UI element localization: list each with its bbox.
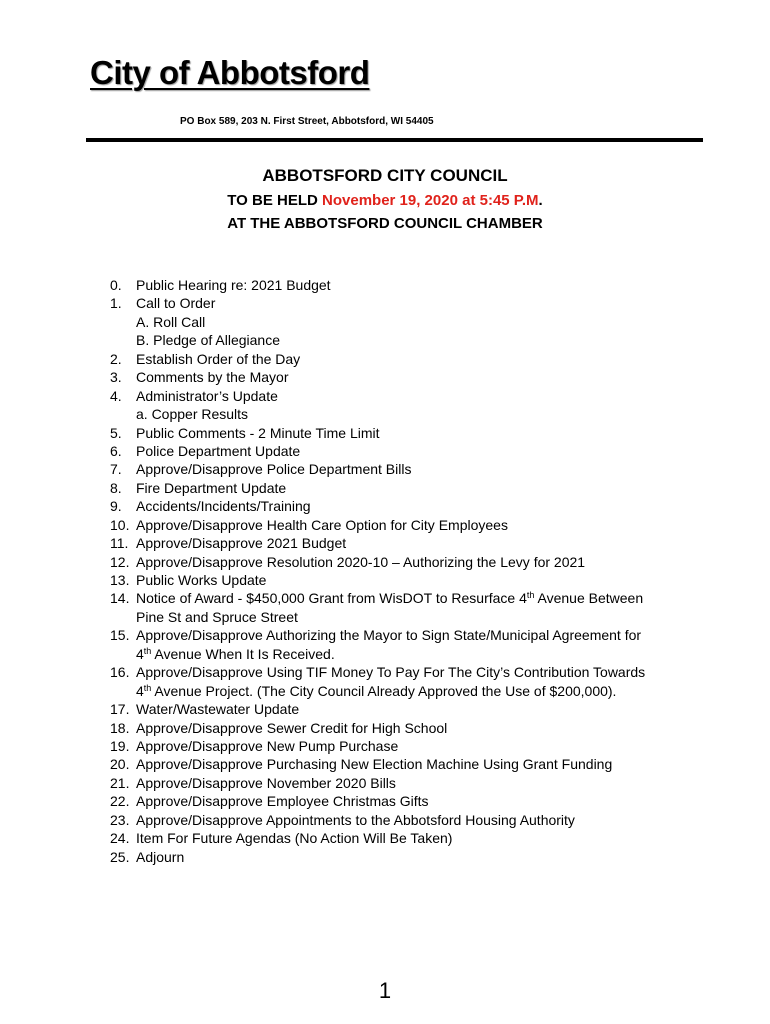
ordinal-suffix: th — [526, 590, 535, 601]
agenda-item-number: 5. — [110, 424, 122, 441]
agenda-item — [110, 792, 710, 810]
agenda-item-number: 20. — [110, 756, 130, 773]
agenda-item-text: Approve/Disapprove Using TIF Money To Pay For The City’s Contribution Towards — [136, 664, 646, 681]
agenda-item-text: Administrator’s Update — [136, 387, 278, 404]
agenda-item — [110, 442, 710, 460]
agenda-subitem-text: B. Pledge of Allegiance — [136, 332, 280, 349]
agenda-item-continuation — [110, 682, 710, 700]
agenda-item-text: Approve/Disapprove Health Care Option for City Employees — [136, 516, 508, 533]
agenda-item-text — [136, 589, 643, 607]
agenda-subitem — [110, 313, 710, 331]
agenda-item — [110, 350, 710, 368]
agenda-item — [110, 534, 710, 552]
agenda-item-text: Approve/Disapprove November 2020 Bills — [136, 774, 396, 791]
agenda-item-text: Public Hearing re: 2021 Budget — [136, 277, 331, 293]
agenda-item-number: 8. — [110, 479, 122, 496]
page-number: 1 — [378, 978, 392, 1003]
agenda-item-number: 12. — [110, 553, 130, 570]
agenda-item-text: Approve/Disapprove Resolution 2020-10 – Authorizing the Levy for 2021 — [136, 553, 586, 570]
agenda-subitem-text: a. Copper Results — [136, 406, 249, 423]
agenda-item-text-part: 4 — [136, 682, 144, 699]
held-prefix: TO BE HELD — [227, 192, 323, 209]
agenda-item — [110, 755, 710, 773]
agenda-item-text: Public Comments - 2 Minute Time Limit — [136, 424, 380, 441]
agenda-item-number: 9. — [110, 498, 122, 515]
agenda-item-text: Approve/Disapprove Sewer Credit for High School — [136, 719, 448, 736]
agenda-item-number: 16. — [110, 664, 130, 681]
agenda-item-number: 17. — [110, 701, 130, 718]
agenda-item — [110, 387, 710, 405]
agenda-item-text: Approve/Disapprove New Pump Purchase — [136, 737, 399, 754]
agenda-item-text-part: 4 — [136, 645, 144, 662]
agenda-item — [110, 589, 710, 607]
agenda-item-text: Approve/Disapprove Police Department Bills — [136, 461, 412, 478]
agenda-item-text-part: Avenue Project. (The City Council Already Approved the Use of $200,000). — [151, 682, 617, 699]
agenda-item — [110, 626, 710, 644]
agenda-item — [110, 719, 710, 737]
agenda-item-number: 7. — [110, 461, 122, 478]
agenda-item-number: 10. — [110, 516, 130, 533]
agenda-item-number: 6. — [110, 442, 122, 459]
agenda-item-number: 0. — [110, 277, 122, 293]
agenda-item-continuation-text: Pine St and Spruce Street — [136, 608, 298, 625]
agenda-item-number: 19. — [110, 737, 130, 754]
agenda-item — [110, 460, 710, 478]
agenda-item — [110, 848, 710, 866]
agenda-item — [110, 276, 710, 294]
agenda-item-number: 24. — [110, 830, 130, 847]
agenda-item-text: Adjourn — [136, 848, 185, 865]
meeting-date-line — [0, 192, 770, 209]
agenda-item-text: Approve/Disapprove Purchasing New Election Machine Using Grant Funding — [136, 756, 613, 773]
council-heading: ABBOTSFORD CITY COUNCIL — [262, 166, 508, 185]
agenda-list — [110, 276, 710, 866]
held-suffix: . — [538, 192, 543, 209]
agenda-item — [110, 663, 710, 681]
agenda-item-continuation — [110, 608, 710, 626]
agenda-item-number: 13. — [110, 572, 130, 588]
agenda-item — [110, 497, 710, 515]
agenda-item — [110, 737, 710, 755]
agenda-subitem-text: A. Roll Call — [136, 313, 206, 330]
agenda-item-text: Approve/Disapprove 2021 Budget — [136, 535, 347, 552]
agenda-item — [110, 571, 710, 589]
agenda-item-number: 4. — [110, 387, 122, 404]
agenda-item-text: Public Works Update — [136, 572, 267, 588]
agenda-item — [110, 368, 710, 386]
agenda-item-text-part: Avenue Between — [534, 590, 644, 607]
agenda-item-number: 23. — [110, 811, 130, 828]
agenda-item-text-part: Avenue When It Is Received. — [151, 645, 335, 662]
agenda-item-continuation-text — [136, 645, 335, 663]
meeting-date: November 19, 2020 at 5:45 P.M — [322, 192, 539, 209]
agenda-item — [110, 424, 710, 442]
agenda-item — [110, 553, 710, 571]
agenda-item — [110, 479, 710, 497]
agenda-item-text: Approve/Disapprove Appointments to the Abbotsford Housing Authority — [136, 811, 575, 828]
ordinal-suffix: th — [143, 682, 152, 693]
agenda-item — [110, 829, 710, 847]
page-title: City of Abbotsford — [90, 54, 370, 91]
agenda-item-text: Water/Wastewater Update — [136, 701, 300, 718]
agenda-item-text: Approve/Disapprove Employee Christmas Gifts — [136, 793, 429, 810]
address-line: PO Box 589, 203 N. First Street, Abbotsford, WI 54405 — [180, 116, 434, 127]
agenda-item-text: Accidents/Incidents/Training — [136, 498, 311, 515]
agenda-item-text: Fire Department Update — [136, 479, 287, 496]
agenda-item-number: 1. — [110, 295, 122, 312]
agenda-item-text: Establish Order of the Day — [136, 350, 301, 367]
agenda-item — [110, 774, 710, 792]
agenda-item-continuation-text — [136, 682, 616, 700]
agenda-item-text: Police Department Update — [136, 442, 301, 459]
agenda-item-number: 2. — [110, 350, 122, 367]
agenda-item — [110, 700, 710, 718]
agenda-subitem — [110, 331, 710, 349]
agenda-item-number: 18. — [110, 719, 130, 736]
agenda-item-text: Comments by the Mayor — [136, 369, 289, 386]
meeting-location: AT THE ABBOTSFORD COUNCIL CHAMBER — [227, 215, 543, 232]
agenda-item-number: 14. — [110, 590, 130, 607]
agenda-item — [110, 811, 710, 829]
header-divider — [86, 138, 703, 142]
agenda-item-number: 15. — [110, 627, 130, 644]
agenda-subitem — [110, 405, 710, 423]
agenda-item — [110, 294, 710, 312]
agenda-item-number: 11. — [110, 535, 129, 552]
agenda-item — [110, 516, 710, 534]
agenda-item-number: 21. — [110, 774, 130, 791]
agenda-item-number: 3. — [110, 369, 122, 386]
ordinal-suffix: th — [143, 645, 152, 656]
agenda-item-text-part: Notice of Award - $450,000 Grant from WisDOT to Resurface 4 — [136, 590, 527, 607]
agenda-item-number: 22. — [110, 793, 130, 810]
agenda-item-text: Item For Future Agendas (No Action Will Be Taken) — [136, 830, 453, 847]
agenda-item-text: Call to Order — [136, 295, 216, 312]
agenda-item-number: 25. — [110, 848, 130, 865]
agenda-item-text: Approve/Disapprove Authorizing the Mayor to Sign State/Municipal Agreement for — [136, 627, 642, 644]
agenda-item-continuation — [110, 645, 710, 663]
